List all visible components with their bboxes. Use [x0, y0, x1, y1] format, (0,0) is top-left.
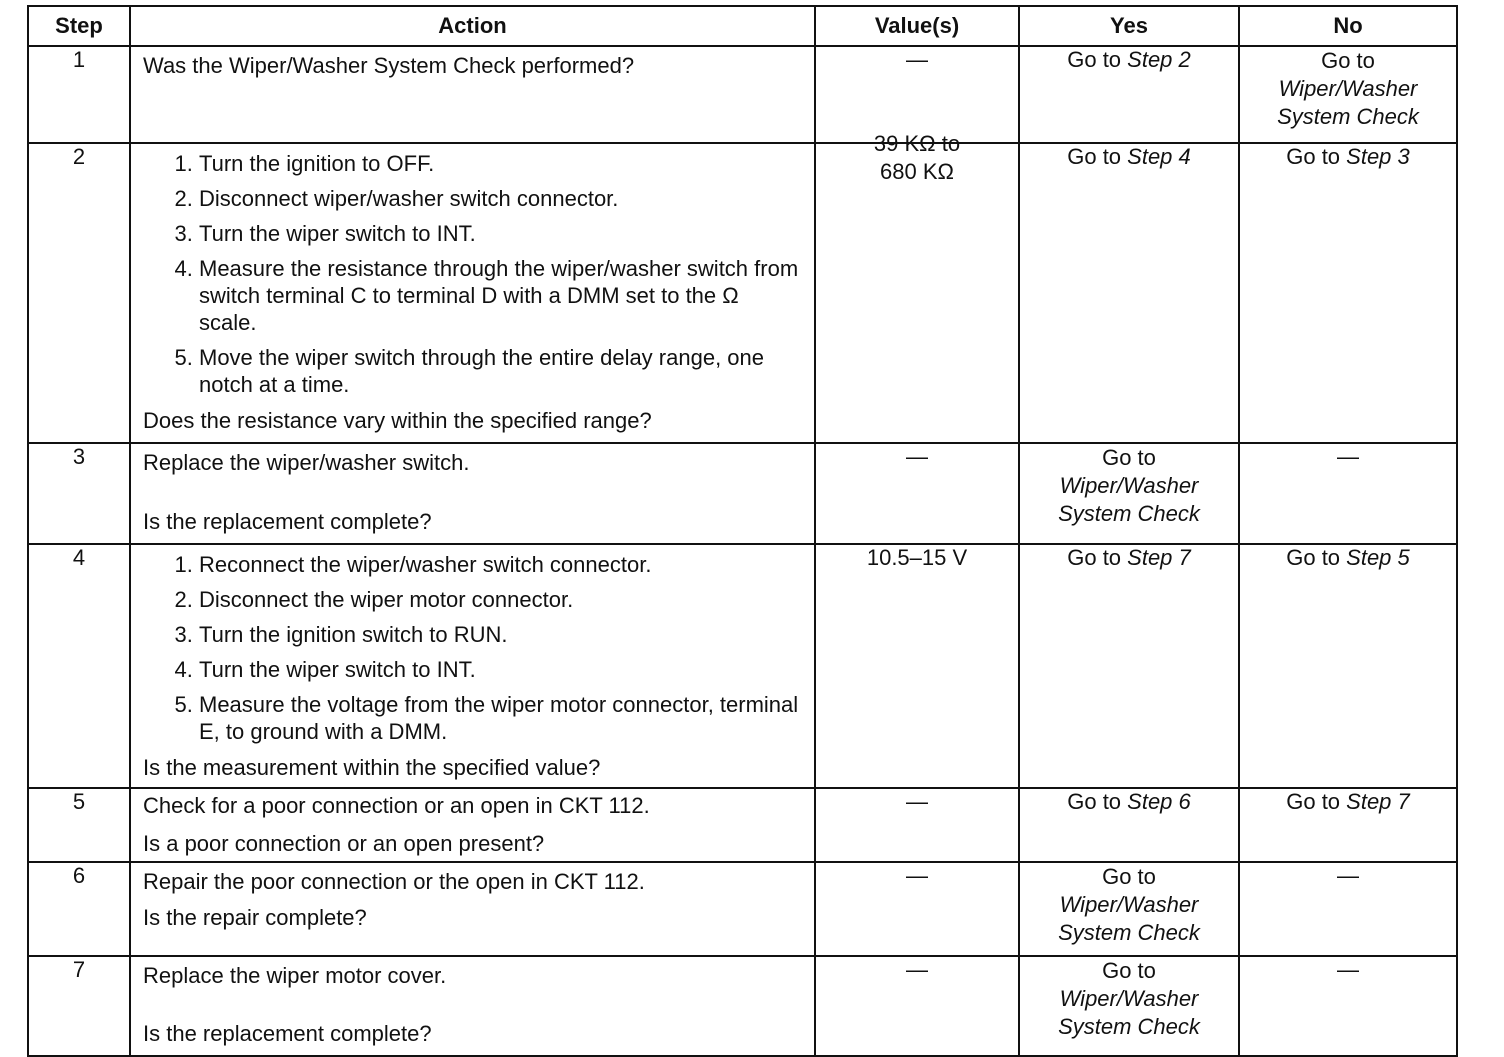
no-prefix: Go to [1286, 789, 1347, 814]
no-target: Step 5 [1346, 545, 1410, 570]
table-row [28, 443, 1457, 544]
value-cell: — [815, 956, 1019, 1056]
value-range: 39 KΩ to 680 KΩ [873, 131, 961, 184]
header-row [28, 6, 1457, 46]
table-row [28, 46, 1457, 143]
yes-cell [1019, 544, 1239, 788]
instruction-item: 1. Turn the ignition to OFF. [199, 150, 802, 177]
yes-cell [1019, 143, 1239, 443]
no-cell [1239, 143, 1457, 443]
no-cell: — [1239, 956, 1457, 1056]
action-cell [130, 143, 815, 443]
no-prefix: Go to [1286, 144, 1347, 169]
yes-prefix: Go to [1067, 47, 1128, 72]
yes-cell [1019, 788, 1239, 862]
yes-prefix: Go to [1067, 789, 1128, 814]
instruction-item: 2. Disconnect the wiper motor connector. [199, 586, 802, 613]
value-cell: — [815, 862, 1019, 956]
action-question: Is the measurement within the specified value? [143, 755, 601, 780]
action-question: Is the repair complete? [143, 905, 367, 930]
action-cell [130, 788, 815, 862]
action-question: Is a poor connection or an open present? [143, 831, 545, 856]
action-question: Is the replacement complete? [143, 1021, 432, 1046]
no-prefix: Go to [1286, 545, 1347, 570]
action-cell [130, 46, 815, 143]
step-number: 5 [28, 788, 130, 862]
header-yes: Yes [1019, 6, 1239, 46]
value-cell: 10.5–15 V [815, 544, 1019, 788]
yes-prefix: Go to [1067, 545, 1128, 570]
step-number: 7 [28, 956, 130, 1056]
action-cell [130, 956, 815, 1056]
header-action: Action [130, 6, 815, 46]
yes-prefix: Go to [1102, 445, 1156, 470]
instruction-item: 2. Disconnect wiper/washer switch connector. [199, 185, 802, 212]
yes-prefix: Go to [1102, 958, 1156, 983]
yes-target: Step 4 [1127, 144, 1191, 169]
value-cell [815, 131, 1019, 443]
instruction-list [143, 150, 802, 406]
diagnostic-table [27, 5, 1458, 1057]
action-question: Is the replacement complete? [143, 509, 432, 534]
yes-cell [1019, 956, 1239, 1056]
no-cell: — [1239, 443, 1457, 544]
yes-target: Step 2 [1127, 47, 1191, 72]
table-row [28, 544, 1457, 788]
yes-cell [1019, 862, 1239, 956]
yes-target: Step 6 [1127, 789, 1191, 814]
no-cell [1239, 544, 1457, 788]
no-cell [1239, 46, 1457, 143]
action-text: Replace the wiper motor cover. [143, 963, 447, 988]
header-values: Value(s) [815, 6, 1019, 46]
instruction-item: 3. Turn the wiper switch to INT. [199, 220, 802, 247]
instruction-item: 4. Turn the wiper switch to INT. [199, 656, 802, 683]
instruction-item: 5. Measure the voltage from the wiper motor connector, terminal E, to ground with a DMM. [199, 691, 802, 745]
action-text: Repair the poor connection or the open in CKT 112. [143, 869, 645, 894]
no-target: Step 7 [1346, 789, 1410, 814]
yes-target: Wiper/Washer System Check [1058, 986, 1200, 1039]
instruction-item: 1. Reconnect the wiper/washer switch connector. [199, 551, 802, 578]
step-number: 4 [28, 544, 130, 788]
table-row [28, 143, 1457, 443]
instruction-item: 3. Turn the ignition switch to RUN. [199, 621, 802, 648]
table-row [28, 956, 1457, 1056]
table-row [28, 788, 1457, 862]
yes-target: Wiper/Washer System Check [1058, 892, 1200, 945]
header-step: Step [28, 6, 130, 46]
action-cell [130, 544, 815, 788]
action-cell [130, 443, 815, 544]
header-no: No [1239, 6, 1457, 46]
yes-cell [1019, 46, 1239, 143]
no-cell [1239, 788, 1457, 862]
step-number: 2 [28, 143, 130, 443]
step-number: 1 [28, 46, 130, 143]
yes-target: Step 7 [1127, 545, 1191, 570]
value-cell: — [815, 443, 1019, 544]
step-number: 6 [28, 862, 130, 956]
action-question: Does the resistance vary within the specified range? [143, 408, 652, 433]
action-text: Check for a poor connection or an open in CKT 112. [143, 793, 650, 818]
instruction-list [143, 551, 802, 753]
table-row [28, 862, 1457, 956]
yes-prefix: Go to [1102, 864, 1156, 889]
step-number: 3 [28, 443, 130, 544]
no-target: Wiper/Washer System Check [1277, 76, 1419, 129]
yes-cell [1019, 443, 1239, 544]
action-text: Replace the wiper/washer switch. [143, 450, 470, 475]
action-cell [130, 862, 815, 956]
no-prefix: Go to [1321, 48, 1375, 73]
instruction-item: 4. Measure the resistance through the wiper/washer switch from switch terminal C to terminal D with a DMM set to the Ω scale. [199, 255, 802, 336]
value-cell: — [815, 46, 1019, 143]
yes-prefix: Go to [1067, 144, 1128, 169]
yes-target: Wiper/Washer System Check [1058, 473, 1200, 526]
no-cell: — [1239, 862, 1457, 956]
value-cell: — [815, 788, 1019, 862]
instruction-item: 5. Move the wiper switch through the entire delay range, one notch at a time. [199, 344, 802, 398]
no-target: Step 3 [1346, 144, 1410, 169]
action-question: Was the Wiper/Washer System Check performed? [143, 53, 635, 78]
